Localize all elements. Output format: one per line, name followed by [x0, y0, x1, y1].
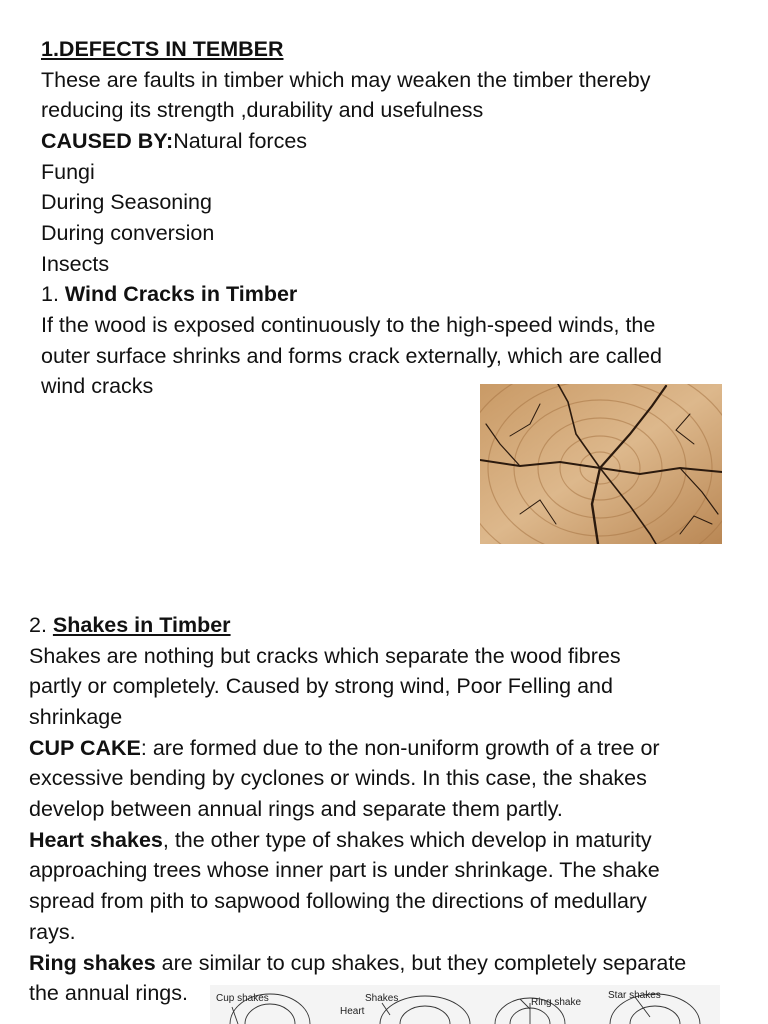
- wind-cracks-number: 1.: [41, 282, 65, 306]
- ring-shakes-text: are similar to cup shakes, but they completely separate: [155, 951, 687, 975]
- heart-shakes-text: , the other type of shakes which develop in maturity: [162, 828, 652, 852]
- cause-item: During Seasoning: [41, 190, 212, 214]
- ring-shakes-label: Ring shakes: [29, 951, 156, 975]
- shakes-intro-line: shrinkage: [29, 705, 123, 729]
- shakes-heading: [29, 610, 231, 641]
- ring-shakes-line: [29, 948, 686, 979]
- cup-cake-text-line: excessive bending by cyclones or winds. In this case, the shakes: [29, 766, 647, 790]
- heart-shakes-text-line: approaching trees whose inner part is under shrinkage. The shake: [29, 858, 660, 882]
- shakes-title: Shakes in Timber: [52, 613, 231, 637]
- cause-item: During conversion: [41, 221, 215, 245]
- cause-item: Insects: [41, 252, 110, 276]
- wind-cracks-text-line: If the wood is exposed continuously to the high-speed winds, the: [41, 313, 656, 337]
- wind-cracks-text-line: wind cracks: [41, 374, 154, 398]
- cause-item: Fungi: [41, 160, 95, 184]
- intro-line-1: These are faults in timber which may weaken the timber thereby: [41, 68, 651, 92]
- heart-shakes-label: Heart shakes: [29, 828, 163, 852]
- diagram-label-star-shakes: Star shakes: [608, 990, 661, 1001]
- cup-cake-line: [29, 733, 660, 764]
- caused-by-value: Natural forces: [173, 129, 308, 153]
- section1-heading: 1.DEFECTS IN TEMBER: [41, 37, 284, 61]
- shakes-intro-line: Shakes are nothing but cracks which separate the wood fibres: [29, 644, 621, 668]
- wind-cracks-heading: [41, 279, 297, 310]
- wind-cracks-text-line: outer surface shrinks and forms crack externally, which are called: [41, 344, 662, 368]
- wind-cracks-title: Wind Cracks in Timber: [64, 282, 298, 306]
- caused-by-label: CAUSED BY:: [41, 129, 174, 153]
- cup-cake-label: CUP CAKE: [29, 736, 141, 760]
- heart-shakes-text-line: rays.: [29, 920, 76, 944]
- wood-cross-section-image: [480, 384, 722, 544]
- cup-cake-text-line: develop between annual rings and separate them partly.: [29, 797, 563, 821]
- heart-shakes-text-line: spread from pith to sapwood following the directions of medullary: [29, 889, 647, 913]
- diagram-label-shakes: Shakes: [365, 993, 399, 1004]
- shakes-intro-line: partly or completely. Caused by strong wind, Poor Felling and: [29, 674, 613, 698]
- shakes-diagram: [210, 985, 720, 1024]
- diagram-label-heart: Heart: [340, 1006, 365, 1017]
- heart-shakes-line: [29, 825, 652, 856]
- shakes-number: 2.: [29, 613, 53, 637]
- cup-cake-text: : are formed due to the non-uniform growth of a tree or: [140, 736, 660, 760]
- diagram-label-ring-shake: Ring shake: [531, 997, 582, 1008]
- intro-line-2: reducing its strength ,durability and usefulness: [41, 98, 484, 122]
- ring-shakes-text-line: the annual rings.: [29, 981, 188, 1005]
- diagram-label-cup-shakes: Cup shakes: [216, 993, 269, 1004]
- caused-by-line: [41, 126, 307, 157]
